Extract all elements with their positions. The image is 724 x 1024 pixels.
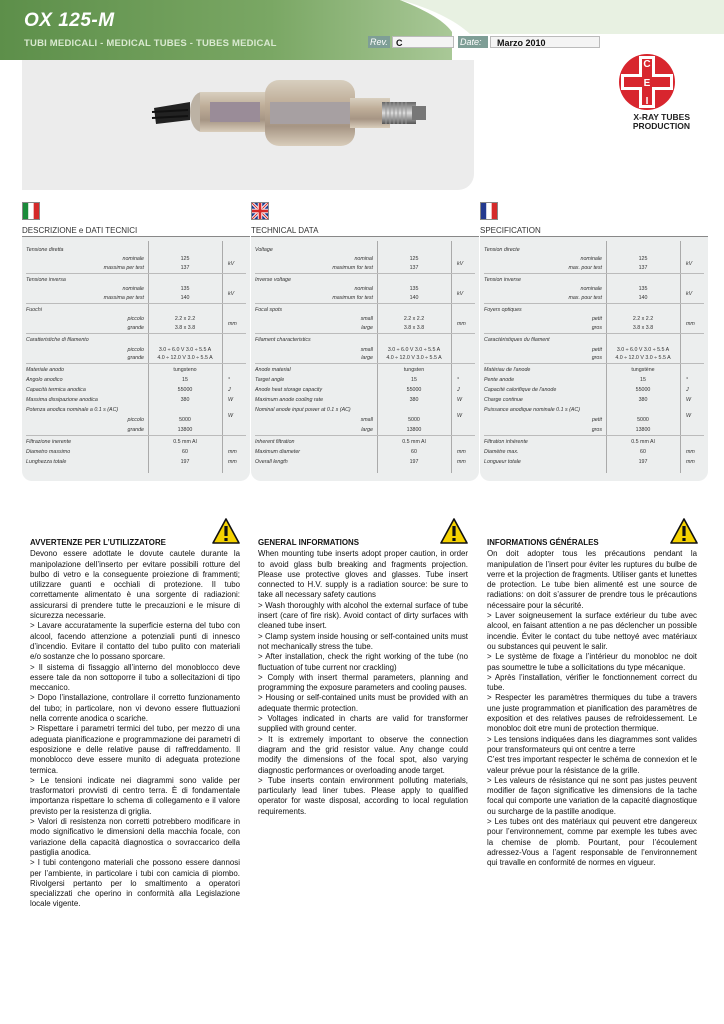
spec-value: tungstène — [631, 367, 655, 373]
column-paragraph: > Wash thoroughly with alcohol the external surface of tube insert (care of fire risk). Avoid contact of dirty surfaces with cleaned tube insert. — [258, 600, 468, 631]
spec-sublabel: nominal — [354, 286, 373, 292]
spec-unit: ° — [457, 377, 460, 383]
spec-value: 3.8 x 3.8 — [403, 325, 425, 331]
column-paragraph: > Housing or self-contained units must be provided with an adequate thermic protection. — [258, 693, 468, 713]
spec-unit: kV — [228, 291, 235, 297]
spec-label: Foyers optiques — [484, 307, 522, 313]
panel-divider — [222, 241, 223, 473]
italy-flag-icon — [22, 202, 40, 220]
spec-value: 13800 — [635, 427, 651, 433]
column-paragraph: > Les tubes ont des matériaux qui peuvent etre dangereux pour l’environnement, comme par exemple les tubes avec la chemise de plomb. Pourtant, pour l’écoulement adressez-Vous a l’agent responsable de l’environnement qui travalle en conformité de normes en vigueur. — [487, 817, 697, 868]
spec-sublabel: nominale — [580, 256, 602, 262]
spec-value: 55000 — [177, 387, 193, 393]
spec-value: 380 — [180, 397, 190, 403]
panel-row-separator — [255, 303, 475, 304]
spec-unit: kV — [686, 291, 693, 297]
spec-unit: mm — [686, 449, 695, 455]
x-ray-tube-image — [150, 72, 450, 172]
column-paragraph: > I tubi contengono materiali che possono essere dannosi per l’ambiente, in particolare i tubi con camicia di piombo. Rivolgersi pertanto per lo smaltimento a operatori specializzati che operino in conformità alla Legislazione locale vigente. — [30, 858, 240, 909]
panel-row-separator — [484, 333, 704, 334]
spec-sublabel: nominale — [122, 286, 144, 292]
spec-value: 140 — [409, 295, 419, 301]
column-paragraph: > Le tensioni indicate nei diagrammi sono valide per trasformatori provvisti di centro terra. È di fondamentale importanza rispettare lo schema di collegamento e il valore previsto per la resistenza di griglia. — [30, 775, 240, 816]
spec-sublabel: small — [360, 347, 373, 353]
spec-sublabel: maximum for test — [332, 265, 373, 271]
spec-sublabel: grande — [127, 325, 144, 331]
spec-panel-italian — [22, 237, 250, 481]
spec-label: Tension directe — [484, 247, 520, 253]
panel-row-separator — [484, 303, 704, 304]
spec-sublabel: nominale — [122, 256, 144, 262]
column-paragraph: > Voltages indicated in charts are valid for transformer supplied with ground center. — [258, 714, 468, 734]
panel-row-separator — [484, 273, 704, 274]
product-title: OX 125-M — [24, 10, 115, 31]
column-paragraph: C’est tres important respecter le schéma de connexion et le valeur prévue pour la résistance de la grille. — [487, 755, 697, 775]
spec-label: Focal spots — [255, 307, 283, 313]
column-paragraph: > Valori di resistenza non corretti potrebbero modificare in modo significativo le dimensioni della macchia focale, con variazione della capacità diagnostica o sovraccarico della pastiglia anodica. — [30, 817, 240, 857]
spec-unit: ° — [228, 377, 231, 383]
spec-label: Inherent filtration — [255, 439, 295, 445]
spec-label: Charge continue — [484, 397, 523, 403]
spec-value: 2.2 x 2.2 — [632, 316, 654, 322]
spec-label: Anode material — [255, 367, 291, 373]
spec-value: 3.8 x 3.8 — [174, 325, 196, 331]
spec-value: 13800 — [177, 427, 193, 433]
spec-value: 135 — [409, 286, 419, 292]
column-paragraph: > Après l’installation, vérifier le fonctionnement correct du tube. — [487, 672, 697, 693]
column-paragraph: On doit adopter tous les précautions pendant la manipulation de l’insert pour éviter les ruptures du bulbe de verre et la projection de fragments. Utiliser gants et lunettes de protection. Le tube bien alimenté est une source de radiations: on doit s’assurer de prendre tous le précautions nécessaire pour la sécurité. — [487, 549, 697, 610]
spec-label: Tensione inversa — [26, 277, 66, 283]
spec-unit: W — [457, 413, 462, 419]
spec-panel-french — [480, 237, 708, 481]
spec-value: 15 — [640, 377, 646, 383]
spec-label: Maximum anode cooling rate — [255, 397, 324, 403]
spec-unit: mm — [686, 459, 695, 465]
spec-label: Tension inverse — [484, 277, 521, 283]
spec-label: Angolo anodico — [26, 377, 63, 383]
panel-row-separator — [26, 273, 246, 274]
spec-value: 140 — [180, 295, 190, 301]
spec-unit: W — [686, 397, 691, 403]
column-paragraph: > Respecter les paramètres thermiques du tube a travers une juste programmation et pianification des paramètres de exposition et des relatives pauses de refroidessement. Le monobloc doit etre muni de protection thermique. — [487, 693, 697, 734]
spec-unit: W — [457, 397, 462, 403]
spec-sublabel: max. pour test — [568, 295, 602, 301]
spec-value: 3.8 x 3.8 — [632, 325, 654, 331]
panel-row-separator — [26, 303, 246, 304]
column-paragraph: > Dopo l’installazione, controllare il corretto funzionamento del tubo; in particolare, non vi devono essere fluttuazioni nella corrente anodica o scariche. — [30, 693, 240, 724]
cei-logo — [617, 52, 677, 112]
spec-sublabel: grande — [127, 355, 144, 361]
spec-value: 197 — [180, 459, 190, 465]
spec-unit: mm — [457, 449, 466, 455]
column-paragraph: > After installation, check the right working of the tube (no fluctuation of tube current nor crackling) — [258, 652, 468, 672]
spec-label: Filtration inhérente — [484, 439, 528, 445]
spec-unit: mm — [457, 459, 466, 465]
uk-flag-icon — [251, 202, 269, 220]
spec-sublabel: large — [361, 325, 373, 331]
spec-label: Lunghezza totale — [26, 459, 67, 465]
spec-value: 125 — [638, 256, 648, 262]
spec-label: Fuochi — [26, 307, 42, 313]
spec-value: 3.0 ÷ 6.0 V 3.0 ÷ 5.5 A — [387, 347, 441, 353]
spec-sublabel: gros — [591, 355, 602, 361]
panel-row-separator — [26, 333, 246, 334]
spec-value: 55000 — [635, 387, 651, 393]
spec-sublabel: large — [361, 355, 373, 361]
date-value: Marzo 2010 — [490, 36, 600, 48]
spec-sublabel: petit — [591, 417, 602, 423]
spec-label: Tensione diretta — [26, 247, 64, 253]
spec-unit: J — [228, 387, 231, 393]
spec-value: 5000 — [179, 417, 191, 423]
spec-label: Puissance anodique nominale 0.1 s (AC) — [484, 407, 580, 413]
column-paragraph: > Tube inserts contain environment polluting materials, particularly lead liner tubes. Please apply to qualified operator for waste disposal, according to local regulation requirements. — [258, 775, 468, 816]
spec-sublabel: petit — [591, 316, 602, 322]
spec-unit: mm — [228, 449, 237, 455]
spec-unit: mm — [228, 321, 237, 327]
spec-value: 15 — [182, 377, 188, 383]
spec-sublabel: nominal — [354, 256, 373, 262]
column-paragraph: Devono essere adottate le dovute cautele durante la manipolazione dell’inserto per evitare possibili rotture del bulbo di vetro e la conseguente proiezione di frammenti; utilizzare guanti e occhiali di protezione. Il tubo correttamente alimentato è una sorgente di radiazioni: assicurarsi di prendere tutte le precauzioni e le misure di sicurezza necessarie. — [30, 549, 240, 621]
spec-value: 197 — [638, 459, 648, 465]
spec-unit: W — [686, 413, 691, 419]
logo-letter-c: C — [643, 59, 651, 70]
spec-panel-english — [251, 237, 479, 481]
spec-value: 197 — [409, 459, 419, 465]
spec-label: Caratteristiche di filamento — [26, 337, 89, 343]
spec-value: 0.5 mm Al — [402, 439, 426, 445]
spec-value: 125 — [180, 256, 190, 262]
spec-value: tungsteno — [173, 367, 197, 373]
panel-row-separator — [255, 333, 475, 334]
spec-value: 4.0 ÷ 12.0 V 3.0 ÷ 5.5 A — [615, 355, 671, 361]
spec-value: 137 — [180, 265, 190, 271]
spec-label: Longueur totale — [484, 459, 521, 465]
spec-value: 5000 — [637, 417, 649, 423]
spec-label: Pente anode — [484, 377, 515, 383]
spec-label: Capacité calorifique de l'anode — [484, 387, 557, 393]
spec-sublabel: grande — [127, 427, 144, 433]
spec-label: Caractéristiques du filament — [484, 337, 550, 343]
column-paragraph: > Le système de fixage a l’intérieur du monobloc ne doit pas soumettre le tube a sollicitations du type mécanique. — [487, 652, 697, 672]
spec-label: Capacità termica anodica — [26, 387, 86, 393]
spec-value: 380 — [409, 397, 419, 403]
column-title: AVVERTENZE PER L’UTILIZZATORE — [30, 538, 166, 547]
column-paragraph: > Laver soigneusement la surface extérieur du tube avec alcool, en faisant attention a ne pas déclencher un possible incendie. Éviter le contact du tube nettoyé avec matériaux ou substances qui peuvent le salir. — [487, 611, 697, 651]
spec-value: 60 — [182, 449, 188, 455]
column-paragraph: > Rispettare i parametri termici del tubo, per mezzo di una adeguata pianificazione e programmazione dei parametri di esposizione e delle relative pause di raffreddamento. Il monoblocco deve essere munito di adeguata protezione termica. — [30, 724, 240, 775]
column-italian — [30, 538, 240, 910]
panel-row-separator — [255, 363, 475, 364]
spec-label: Nominal anode input power at 0.1 s (AC) — [255, 407, 351, 413]
spec-unit: W — [228, 397, 233, 403]
spec-unit: kV — [457, 291, 464, 297]
spec-value: 13800 — [406, 427, 422, 433]
spec-value: 4.0 ÷ 12.0 V 3.0 ÷ 5.5 A — [386, 355, 442, 361]
panel-divider — [377, 241, 378, 473]
spec-label: Diametro massimo — [26, 449, 71, 455]
spec-value: 2.2 x 2.2 — [403, 316, 425, 322]
spec-value: 0.5 mm Al — [173, 439, 197, 445]
date-label: Date: — [458, 36, 488, 48]
spec-label: Materiale anodo — [26, 367, 64, 373]
spec-label: Massima dissipazione anodica — [26, 397, 98, 403]
panel-heading-italian: DESCRIZIONE e DATI TECNICI — [22, 226, 250, 237]
rev-label: Rev. — [368, 36, 390, 48]
column-paragraph: > Les tensions indiquées dans les diagrammes sont valides pour transformateurs qui ont centre a terre — [487, 734, 697, 754]
spec-label: Voltage — [255, 247, 273, 253]
spec-label: Diamètre max. — [484, 449, 519, 455]
logo-letter-i: I — [645, 96, 649, 107]
spec-label: Filament characteristics — [255, 337, 311, 343]
spec-unit: kV — [457, 261, 464, 267]
spec-value: 0.5 mm Al — [631, 439, 655, 445]
panel-heading-english: TECHNICAL DATA — [251, 226, 479, 237]
spec-value: 135 — [638, 286, 648, 292]
spec-label: Anode heat storage capacity — [255, 387, 323, 393]
spec-value: 3.0 ÷ 6.0 V 3.0 ÷ 5.5 A — [158, 347, 212, 353]
panel-row-separator — [255, 273, 475, 274]
spec-unit: ° — [686, 377, 689, 383]
column-title: INFORMATIONS GÉNÉRALES — [487, 538, 599, 547]
panel-heading-french: SPECIFICATION — [480, 226, 708, 237]
spec-label: Filtrazione inerente — [26, 439, 72, 445]
logo-caption-line1: X-RAY TUBES — [633, 112, 690, 122]
spec-unit: mm — [686, 321, 695, 327]
panel-divider — [451, 241, 452, 473]
rev-value: C — [392, 36, 454, 48]
spec-unit: mm — [457, 321, 466, 327]
spec-value: 60 — [640, 449, 646, 455]
column-paragraph: > Lavare accuratamente la superficie esterna del tubo con alcool, facendo attenzione a potenziali punti di innesco d’incendio. Evitare il contatto del tubo pulito con materiali e/o sostanze che lo possano sporcare. — [30, 621, 240, 662]
spec-unit: J — [686, 387, 689, 393]
spec-value: 55000 — [406, 387, 422, 393]
spec-sublabel: gros — [591, 427, 602, 433]
spec-unit: kV — [686, 261, 693, 267]
panel-row-separator — [26, 435, 246, 436]
spec-sublabel: gros — [591, 325, 602, 331]
panel-row-separator — [484, 435, 704, 436]
column-french — [487, 538, 697, 869]
spec-sublabel: small — [360, 316, 373, 322]
spec-sublabel: large — [361, 427, 373, 433]
spec-label: Target angle — [255, 377, 285, 383]
logo-caption-line2: PRODUCTION — [632, 121, 690, 131]
spec-label: Maximum diameter — [255, 449, 301, 455]
panel-divider — [680, 241, 681, 473]
column-paragraph: When mounting tube inserts adopt proper caution, in order to avoid glass bulb breaking and fragments projection. Please use protective gloves and glasses. Tube insert connected to H.V. supply is a radiation source: be sure to take all necessary safety cautions — [258, 549, 468, 600]
spec-label: Matériau de l'anode — [484, 367, 531, 373]
spec-value: 60 — [411, 449, 417, 455]
spec-value: 15 — [411, 377, 417, 383]
france-flag-icon — [480, 202, 498, 220]
spec-sublabel: piccolo — [127, 347, 144, 353]
spec-sublabel: nominale — [580, 286, 602, 292]
panel-row-separator — [26, 363, 246, 364]
spec-label: Inverse voltage — [255, 277, 291, 283]
spec-value: tungsten — [403, 367, 425, 373]
column-english — [258, 538, 468, 817]
spec-value: 140 — [638, 295, 648, 301]
spec-value: 5000 — [408, 417, 420, 423]
spec-value: 3.0 ÷ 6.0 V 3.0 ÷ 5.5 A — [616, 347, 670, 353]
spec-value: 4.0 ÷ 12.0 V 3.0 ÷ 5.5 A — [157, 355, 213, 361]
spec-label: Potenza anodica nominale a 0.1 s (AC) — [26, 407, 119, 413]
column-paragraph: > Clamp system inside housing or self-contained units must not mechanically stress the tube. — [258, 631, 468, 651]
spec-unit: J — [457, 387, 460, 393]
spec-sublabel: piccolo — [127, 316, 144, 322]
spec-sublabel: petit — [591, 347, 602, 353]
spec-value: 137 — [409, 265, 419, 271]
spec-value: 135 — [180, 286, 190, 292]
spec-label: Overall length — [255, 459, 288, 465]
panel-divider — [606, 241, 607, 473]
column-paragraph: > It is extremely important to observe the connection diagram and the grid resistor value. Any change could modify the dimensions of the focal spot, also varying diagnostic performances or overloading anode target. — [258, 734, 468, 775]
spec-value: 137 — [638, 265, 648, 271]
spec-sublabel: small — [360, 417, 373, 423]
spec-sublabel: massima per test — [103, 265, 144, 271]
panel-row-separator — [484, 363, 704, 364]
spec-value: 2.2 x 2.2 — [174, 316, 196, 322]
spec-value: 380 — [638, 397, 648, 403]
logo-letter-e: E — [643, 78, 651, 89]
product-subtitle: TUBI MEDICALI - MEDICAL TUBES - TUBES MEDICAL — [24, 38, 277, 49]
spec-sublabel: piccolo — [127, 417, 144, 423]
spec-value: 125 — [409, 256, 419, 262]
column-title: GENERAL INFORMATIONS — [258, 538, 359, 547]
column-paragraph: > Il sistema di fissaggio all’interno del monoblocco deve essere tale da non sottoporre il tubo a sollecitazioni di tipo meccanico. — [30, 662, 240, 693]
column-paragraph: > Les valeurs de résistance qui ne sont pas justes peuvent modifier de façon significative les dimensions de la tache focal qui comporte une variation de la capacité diagnostique ou surcharge de la pastille anodique. — [487, 775, 697, 816]
panel-divider — [148, 241, 149, 473]
spec-sublabel: maximum for test — [332, 295, 373, 301]
spec-sublabel: massima per test — [103, 295, 144, 301]
panel-row-separator — [255, 435, 475, 436]
spec-unit: mm — [228, 459, 237, 465]
spec-unit: kV — [228, 261, 235, 267]
spec-unit: W — [228, 413, 233, 419]
spec-sublabel: max. pour test — [568, 265, 602, 271]
column-paragraph: > Comply with insert thermal parameters, planning and programming the exposure parameters and cooling pauses. — [258, 672, 468, 693]
